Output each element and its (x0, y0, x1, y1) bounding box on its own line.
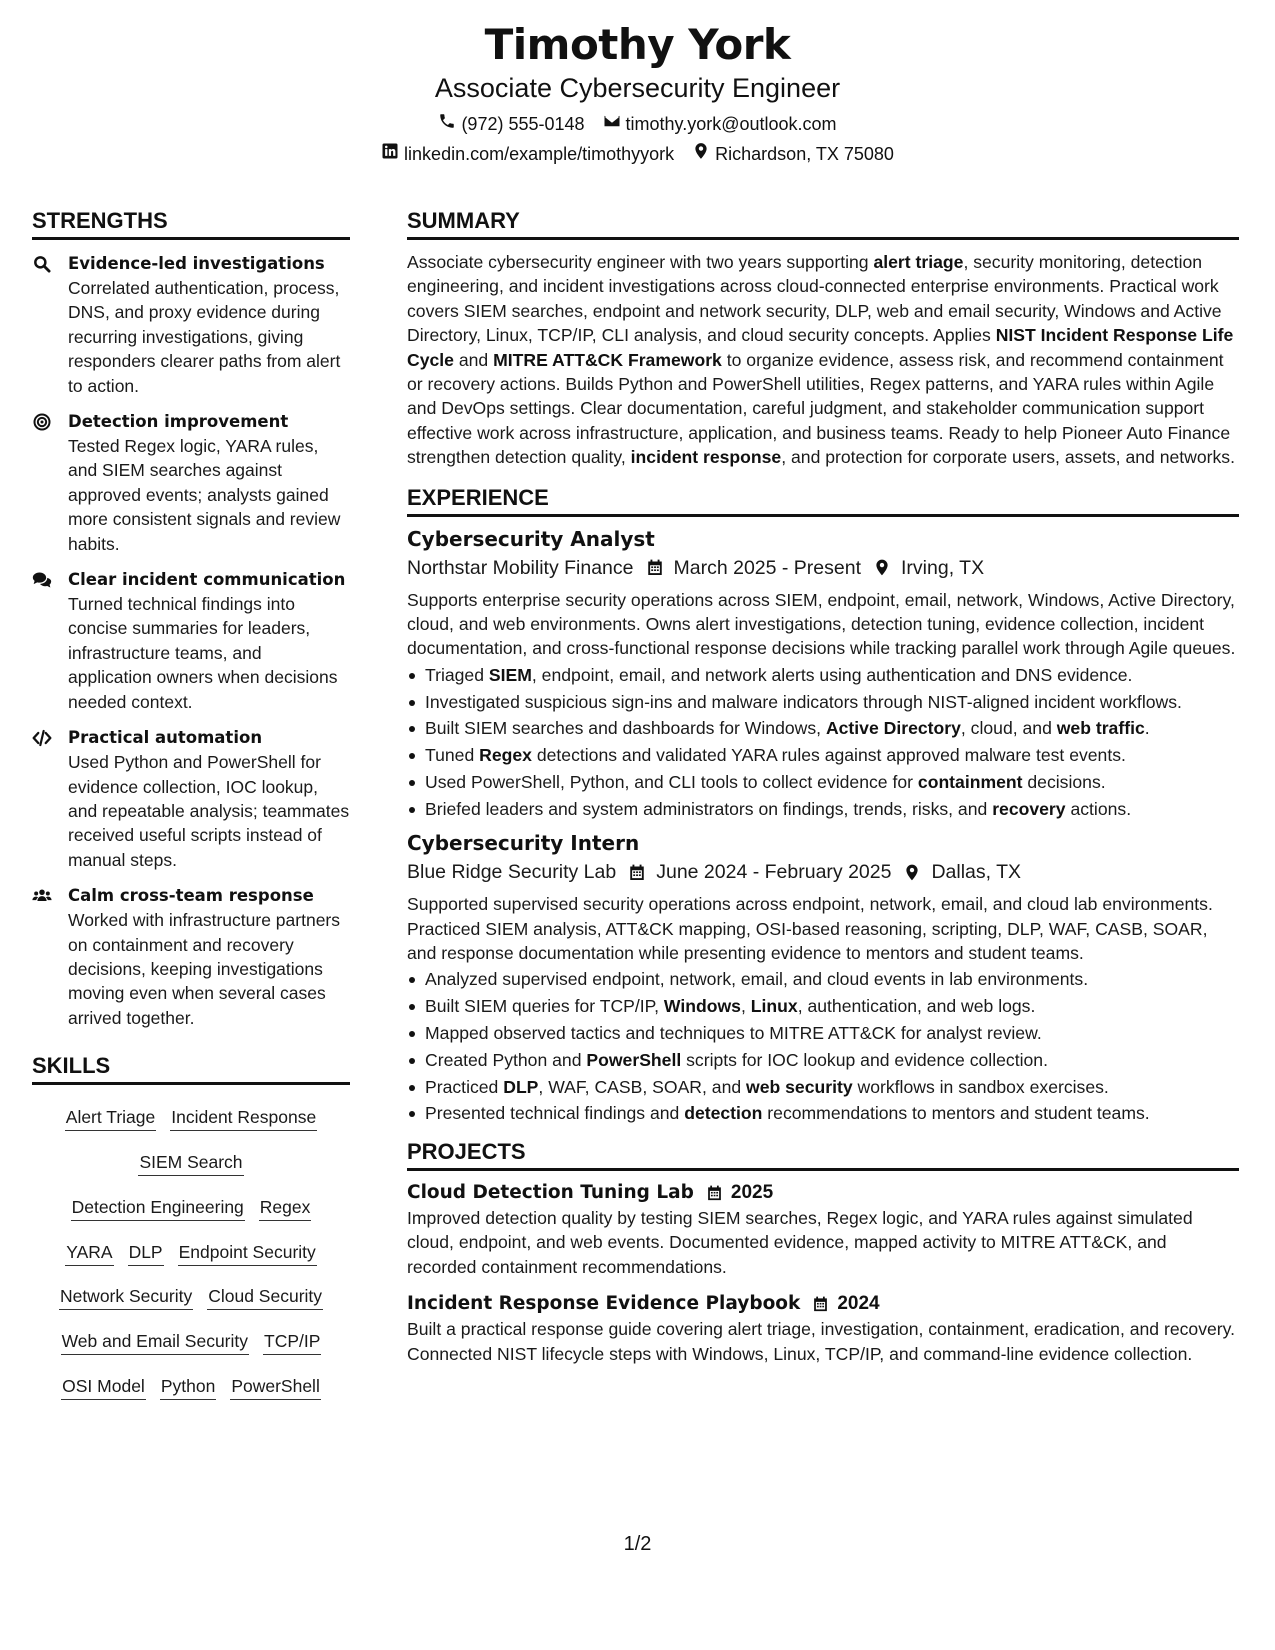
phone-number: (972) 555-0148 (461, 114, 585, 134)
skill-tag: OSI Model (61, 1374, 146, 1400)
location-text: Richardson, TX 75080 (715, 144, 894, 164)
job-dates: March 2025 - Present (673, 556, 862, 579)
skills-row (32, 1230, 350, 1275)
job-title: Cybersecurity Analyst (407, 526, 655, 551)
project-title: Incident Response Evidence Playbook (407, 1293, 801, 1315)
project-title: Cloud Detection Tuning Lab (407, 1181, 694, 1203)
strength-title: Calm cross-team response (68, 886, 314, 906)
project-entry (407, 1180, 1239, 1279)
project-description: Built a practical response guide covering alert triage, investigation, containment, eradication, and recovery. Connected NIST lifecycle steps with Windows, Linux, TCP/IP, and command-line evidence collection. (407, 1319, 1236, 1364)
skill-tag: Detection Engineering (71, 1195, 245, 1221)
linkedin-icon (381, 142, 399, 166)
bold-keyword: containment (917, 772, 1023, 793)
summary-text: Associate cybersecurity engineer with two years supporting alert triage, security monitoring, detection engineering, and incident investigations across cloud-connected enterprise environments. Practical work covers SIEM searches, endpoint and network security, DLP, web and email security, Windows and Active Directory, Linux, TCP/IP, CLI analysis, and cloud security concepts. Applies NIST Incident Response Life Cycle and MITRE ATT&CK Framework to organize evidence, assess risk, and recommend containment or recovery actions. Builds Python and PowerShell utilities, Regex patterns, and YARA rules within Agile and DevOps settings. Clear documentation, careful judgment, and stakeholder communication support effective work across infrastructure, application, and business teams. Ready to help Pioneer Auto Finance strengthen detection quality, incident response, and protection for corporate users, assets, and networks. (407, 252, 1235, 468)
skills-row (32, 1095, 350, 1140)
project-entry (407, 1291, 1239, 1366)
projects-heading: PROJECTS (407, 1138, 1239, 1171)
bold-keyword: Windows (663, 996, 741, 1017)
skill-tag: Web and Email Security (61, 1329, 249, 1355)
job-meta (407, 553, 1239, 583)
job-bullet: Created Python and PowerShell scripts for IOC lookup and evidence collection. (425, 1048, 1239, 1072)
job-bullet: Tuned Regex detections and validated YARA rules against approved malware test events. (425, 743, 1239, 767)
skill-tag: PowerShell (230, 1374, 321, 1400)
location-contact (692, 142, 894, 166)
users-icon (32, 884, 54, 1030)
phone-contact (438, 112, 584, 136)
skills-row (32, 1140, 350, 1185)
skills-row (32, 1185, 350, 1230)
strengths-heading: STRENGTHS (32, 207, 350, 240)
skill-tag: Incident Response (170, 1105, 317, 1131)
strength-item (32, 410, 350, 556)
strength-desc: Tested Regex logic, YARA rules, and SIEM searches against approved events; analysts gained more consistent signals and review habits. (68, 436, 341, 554)
candidate-name: Timothy York (484, 20, 791, 69)
job-bullets (407, 663, 1239, 821)
chat-bubbles-icon (32, 568, 54, 714)
target-icon (32, 410, 54, 556)
job-title: Cybersecurity Intern (407, 831, 640, 856)
skill-tag: Regex (259, 1195, 312, 1221)
strength-item (32, 726, 350, 872)
skills-list (32, 1095, 350, 1409)
bold-keyword: NIST Incident Response Life Cycle (407, 325, 1234, 370)
bold-keyword: Linux (750, 996, 798, 1017)
linkedin-url[interactable]: linkedin.com/example/timothyyork (404, 144, 675, 164)
contact-row-1 (0, 112, 1275, 136)
strength-desc: Used Python and PowerShell for evidence collection, IOC lookup, and repeatable analysis; teammates received useful scripts instead of manual steps. (68, 752, 350, 870)
strength-item (32, 568, 350, 714)
skill-tag: DLP (128, 1240, 164, 1266)
job-bullet: Investigated suspicious sign-ins and malware indicators through NIST-aligned incident workflows. (425, 690, 1239, 714)
job-company: Blue Ridge Security Lab (407, 861, 617, 884)
strength-title: Detection improvement (68, 412, 289, 432)
linkedin-contact[interactable] (381, 142, 674, 166)
project-year: 2024 (837, 1293, 880, 1315)
skills-row (32, 1274, 350, 1319)
calendar-icon (812, 1295, 829, 1313)
contact-row-2 (0, 142, 1275, 166)
bold-keyword: Regex (479, 745, 532, 766)
phone-icon (438, 112, 456, 136)
project-year: 2025 (730, 1181, 774, 1203)
job-dates: June 2024 - February 2025 (656, 861, 892, 884)
bold-keyword: alert triage (873, 252, 964, 272)
calendar-icon (706, 1184, 723, 1202)
skill-tag: Alert Triage (65, 1105, 156, 1131)
skill-tag: YARA (65, 1240, 113, 1266)
skills-row (32, 1364, 350, 1409)
project-title-row (407, 1180, 1239, 1206)
map-pin-icon (903, 863, 921, 882)
skills-heading: SKILLS (32, 1052, 350, 1085)
skill-tag: Python (160, 1374, 216, 1400)
bold-keyword: MITRE ATT&CK Framework (493, 349, 722, 370)
project-title-row (407, 1291, 1239, 1317)
strength-desc: Worked with infrastructure partners on containment and recovery decisions, keeping investigations moving even when several cases arrived together. (68, 910, 341, 1028)
calendar-icon (646, 558, 664, 577)
calendar-icon (628, 863, 646, 882)
candidate-title: Associate Cybersecurity Engineer (434, 73, 841, 103)
envelope-icon (603, 112, 621, 136)
bold-keyword: PowerShell (586, 1049, 682, 1070)
job-bullet: Analyzed supervised endpoint, network, email, and cloud events in lab environments. (425, 967, 1239, 991)
bold-keyword: DLP (503, 1076, 539, 1097)
job-entry (407, 525, 1239, 822)
strength-item (32, 884, 350, 1030)
experience-heading: EXPERIENCE (407, 484, 1239, 517)
job-location: Irving, TX (901, 556, 985, 579)
job-company: Northstar Mobility Finance (407, 556, 634, 579)
job-bullets (407, 967, 1239, 1125)
skill-tag: SIEM Search (138, 1150, 243, 1176)
bold-keyword: detection (684, 1103, 763, 1124)
skill-tag: TCP/IP (263, 1329, 321, 1355)
strength-title: Clear incident communication (68, 570, 346, 590)
strength-item (32, 252, 350, 398)
job-bullet: Presented technical findings and detection recommendations to mentors and student teams. (425, 1101, 1239, 1125)
skills-row (32, 1319, 350, 1364)
right-column (407, 207, 1239, 1366)
bold-keyword: recovery (992, 798, 1066, 819)
job-description: Supported supervised security operations across endpoint, network, email, and cloud lab environments. Practiced SIEM analysis, ATT&CK mapping, OSI-based reasoning, scripting, DLP, WAF, CASB, SOAR, and response documentation while presenting evidence to mentors and student teams. (407, 894, 1213, 964)
bold-keyword: web traffic (1056, 718, 1145, 739)
map-pin-icon (692, 142, 710, 166)
skill-tag: Network Security (59, 1284, 193, 1310)
bold-keyword: web security (746, 1076, 853, 1097)
job-description: Supports enterprise security operations across SIEM, endpoint, email, network, Windows, Active Directory, cloud, and web environments. Owns alert investigations, detection tuning, evidence collection, incident documentation, and cross-functional response decisions while tracking parallel work through Agile queues. (407, 589, 1236, 659)
job-bullet: Mapped observed tactics and techniques to MITRE ATT&CK for analyst review. (425, 1021, 1239, 1045)
job-bullet: Briefed leaders and system administrators on findings, trends, risks, and recovery actions. (425, 797, 1239, 821)
code-icon (32, 726, 54, 872)
strength-title: Practical automation (68, 728, 263, 748)
page-number: 1/2 (623, 1533, 652, 1555)
search-icon (32, 252, 54, 398)
job-bullet: Practiced DLP, WAF, CASB, SOAR, and web security workflows in sandbox exercises. (425, 1075, 1239, 1099)
summary-heading: SUMMARY (407, 207, 1239, 240)
job-location: Dallas, TX (931, 861, 1022, 884)
bold-keyword: Active Directory (825, 718, 961, 739)
job-bullet: Used PowerShell, Python, and CLI tools to collect evidence for containment decisions. (425, 770, 1239, 794)
project-description: Improved detection quality by testing SIEM searches, Regex logic, and YARA rules against simulated cloud, endpoint, and web events. Documented evidence, mapped activity to MITRE ATT&CK, and recorded containment recommendations. (407, 1207, 1193, 1277)
job-bullet: Built SIEM searches and dashboards for Windows, Active Directory, cloud, and web traffic. (425, 716, 1239, 740)
skill-tag: Endpoint Security (178, 1240, 317, 1266)
strength-title: Evidence-led investigations (68, 254, 325, 273)
bold-keyword: SIEM (488, 664, 532, 685)
job-meta (407, 857, 1239, 887)
email-contact[interactable] (603, 112, 837, 136)
strength-desc: Turned technical findings into concise summaries for leaders, infrastructure teams, and application owners when decisions needed context. (68, 594, 338, 712)
job-bullet: Built SIEM queries for TCP/IP, Windows, Linux, authentication, and web logs. (425, 994, 1239, 1018)
email-address[interactable]: timothy.york@outlook.com (625, 114, 837, 134)
resume-header (0, 18, 1275, 166)
job-bullet: Triaged SIEM, endpoint, email, and network alerts using authentication and DNS evidence. (425, 663, 1239, 687)
bold-keyword: incident response (630, 447, 782, 468)
job-entry (407, 829, 1239, 1126)
strength-desc: Correlated authentication, process, DNS, and proxy evidence during recurring investigations, giving responders clearer paths from alert to action. (68, 278, 341, 396)
left-column (32, 207, 350, 1409)
map-pin-icon (873, 558, 891, 577)
skill-tag: Cloud Security (207, 1284, 323, 1310)
